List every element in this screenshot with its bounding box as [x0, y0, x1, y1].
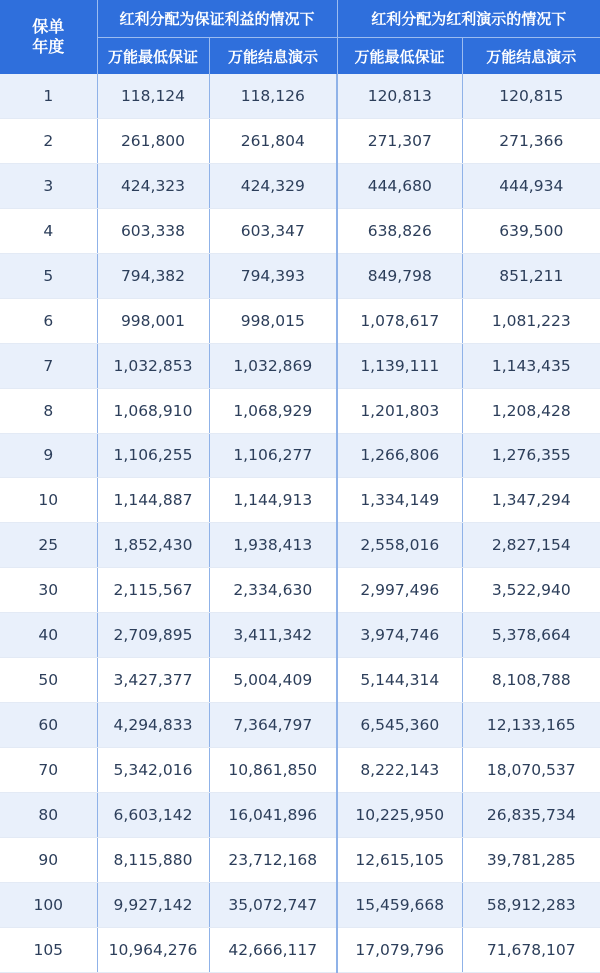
demo-demo-cell: 1,208,428: [462, 388, 600, 433]
header-demo-min: 万能最低保证: [337, 38, 462, 75]
demo-demo-cell: 58,912,283: [462, 882, 600, 927]
guaranteed-min-cell: 5,342,016: [97, 748, 209, 793]
demo-min-cell: 444,680: [337, 163, 462, 208]
guaranteed-demo-cell: 1,144,913: [209, 478, 337, 523]
header-guaranteed-min: 万能最低保证: [97, 38, 209, 75]
demo-min-cell: 6,545,360: [337, 703, 462, 748]
demo-min-cell: 1,201,803: [337, 388, 462, 433]
guaranteed-demo-cell: 603,347: [209, 208, 337, 253]
demo-min-cell: 1,078,617: [337, 298, 462, 343]
guaranteed-demo-cell: 7,364,797: [209, 703, 337, 748]
policy-year-cell: 2: [0, 118, 97, 163]
table-row: [0, 793, 600, 838]
policy-year-cell: 7: [0, 343, 97, 388]
header-policy-year: [0, 0, 97, 74]
table-row: [0, 837, 600, 882]
demo-min-cell: 12,615,105: [337, 837, 462, 882]
guaranteed-min-cell: 794,382: [97, 253, 209, 298]
policy-year-cell: 60: [0, 703, 97, 748]
table-row: [0, 118, 600, 163]
guaranteed-demo-cell: 118,126: [209, 74, 337, 118]
table-row: [0, 478, 600, 523]
policy-year-cell: 8: [0, 388, 97, 433]
demo-demo-cell: 1,143,435: [462, 343, 600, 388]
guaranteed-demo-cell: 261,804: [209, 118, 337, 163]
policy-year-cell: 25: [0, 523, 97, 568]
demo-demo-cell: 18,070,537: [462, 748, 600, 793]
guaranteed-demo-cell: 42,666,117: [209, 927, 337, 972]
header-group-guaranteed: 红利分配为保证利益的情况下: [97, 0, 337, 38]
policy-year-cell: 105: [0, 927, 97, 972]
table-row: [0, 658, 600, 703]
demo-min-cell: 8,222,143: [337, 748, 462, 793]
demo-min-cell: 1,266,806: [337, 433, 462, 478]
guaranteed-min-cell: 9,927,142: [97, 882, 209, 927]
policy-year-cell: 9: [0, 433, 97, 478]
demo-demo-cell: 444,934: [462, 163, 600, 208]
guaranteed-min-cell: 1,032,853: [97, 343, 209, 388]
demo-demo-cell: 26,835,734: [462, 793, 600, 838]
table-row: [0, 388, 600, 433]
header-year-line2: 年度: [32, 37, 65, 56]
demo-demo-cell: 5,378,664: [462, 613, 600, 658]
demo-min-cell: 15,459,668: [337, 882, 462, 927]
demo-demo-cell: 8,108,788: [462, 658, 600, 703]
demo-min-cell: 1,139,111: [337, 343, 462, 388]
guaranteed-demo-cell: 424,329: [209, 163, 337, 208]
demo-min-cell: 2,997,496: [337, 568, 462, 613]
table-row: [0, 568, 600, 613]
policy-year-cell: 70: [0, 748, 97, 793]
table-row: [0, 253, 600, 298]
demo-min-cell: 17,079,796: [337, 927, 462, 972]
guaranteed-demo-cell: 1,032,869: [209, 343, 337, 388]
guaranteed-demo-cell: 23,712,168: [209, 837, 337, 882]
table-header: [0, 0, 600, 74]
guaranteed-demo-cell: 10,861,850: [209, 748, 337, 793]
guaranteed-min-cell: 998,001: [97, 298, 209, 343]
policy-year-cell: 4: [0, 208, 97, 253]
guaranteed-demo-cell: 35,072,747: [209, 882, 337, 927]
demo-demo-cell: 71,678,107: [462, 927, 600, 972]
demo-min-cell: 638,826: [337, 208, 462, 253]
table-row: [0, 298, 600, 343]
guaranteed-min-cell: 3,427,377: [97, 658, 209, 703]
guaranteed-min-cell: 4,294,833: [97, 703, 209, 748]
table-row: [0, 613, 600, 658]
guaranteed-min-cell: 424,323: [97, 163, 209, 208]
demo-min-cell: 1,334,149: [337, 478, 462, 523]
header-guaranteed-demo: 万能结息演示: [209, 38, 337, 75]
guaranteed-demo-cell: 1,068,929: [209, 388, 337, 433]
policy-year-cell: 6: [0, 298, 97, 343]
demo-min-cell: 120,813: [337, 74, 462, 118]
policy-year-cell: 10: [0, 478, 97, 523]
demo-min-cell: 10,225,950: [337, 793, 462, 838]
table-row: [0, 703, 600, 748]
policy-year-cell: 80: [0, 793, 97, 838]
guaranteed-demo-cell: 998,015: [209, 298, 337, 343]
header-year-line1: 保单: [32, 17, 65, 36]
demo-min-cell: 849,798: [337, 253, 462, 298]
demo-demo-cell: 1,081,223: [462, 298, 600, 343]
table-row: [0, 343, 600, 388]
demo-min-cell: 3,974,746: [337, 613, 462, 658]
demo-demo-cell: 271,366: [462, 118, 600, 163]
demo-min-cell: 2,558,016: [337, 523, 462, 568]
demo-demo-cell: 3,522,940: [462, 568, 600, 613]
demo-demo-cell: 639,500: [462, 208, 600, 253]
guaranteed-min-cell: 8,115,880: [97, 837, 209, 882]
policy-year-cell: 40: [0, 613, 97, 658]
guaranteed-demo-cell: 1,938,413: [209, 523, 337, 568]
header-demo-demo: 万能结息演示: [462, 38, 600, 75]
guaranteed-min-cell: 1,144,887: [97, 478, 209, 523]
demo-demo-cell: 851,211: [462, 253, 600, 298]
policy-year-cell: 50: [0, 658, 97, 703]
policy-year-cell: 5: [0, 253, 97, 298]
policy-year-cell: 3: [0, 163, 97, 208]
demo-demo-cell: 1,276,355: [462, 433, 600, 478]
guaranteed-min-cell: 2,115,567: [97, 568, 209, 613]
guaranteed-min-cell: 118,124: [97, 74, 209, 118]
demo-demo-cell: 120,815: [462, 74, 600, 118]
demo-demo-cell: 1,347,294: [462, 478, 600, 523]
table-row: [0, 74, 600, 118]
table-row: [0, 208, 600, 253]
table-row: [0, 748, 600, 793]
policy-year-cell: 30: [0, 568, 97, 613]
table-row: [0, 927, 600, 972]
demo-min-cell: 271,307: [337, 118, 462, 163]
demo-demo-cell: 12,133,165: [462, 703, 600, 748]
guaranteed-min-cell: 6,603,142: [97, 793, 209, 838]
guaranteed-demo-cell: 16,041,896: [209, 793, 337, 838]
guaranteed-demo-cell: 2,334,630: [209, 568, 337, 613]
guaranteed-demo-cell: 794,393: [209, 253, 337, 298]
guaranteed-demo-cell: 5,004,409: [209, 658, 337, 703]
policy-year-cell: 1: [0, 74, 97, 118]
guaranteed-min-cell: 603,338: [97, 208, 209, 253]
table-row: [0, 433, 600, 478]
guaranteed-demo-cell: 3,411,342: [209, 613, 337, 658]
guaranteed-min-cell: 2,709,895: [97, 613, 209, 658]
table-body: [0, 74, 600, 972]
table-row: [0, 163, 600, 208]
guaranteed-min-cell: 261,800: [97, 118, 209, 163]
guaranteed-min-cell: 10,964,276: [97, 927, 209, 972]
table-row: [0, 882, 600, 927]
header-group-demo: 红利分配为红利演示的情况下: [337, 0, 600, 38]
policy-year-cell: 90: [0, 837, 97, 882]
demo-demo-cell: 39,781,285: [462, 837, 600, 882]
guaranteed-min-cell: 1,106,255: [97, 433, 209, 478]
guaranteed-min-cell: 1,068,910: [97, 388, 209, 433]
guaranteed-demo-cell: 1,106,277: [209, 433, 337, 478]
guaranteed-min-cell: 1,852,430: [97, 523, 209, 568]
demo-demo-cell: 2,827,154: [462, 523, 600, 568]
table-row: [0, 523, 600, 568]
demo-min-cell: 5,144,314: [337, 658, 462, 703]
policy-year-cell: 100: [0, 882, 97, 927]
